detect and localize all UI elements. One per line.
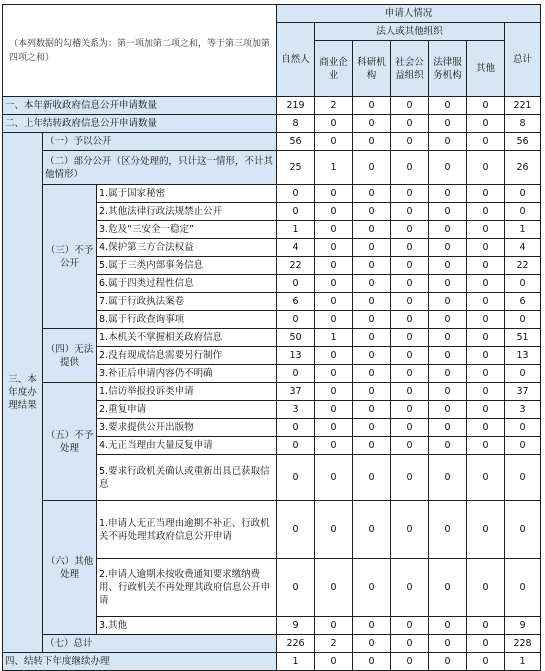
cell-value: 0 xyxy=(505,559,541,617)
cell-value: 0 xyxy=(391,419,429,437)
item-label: 1.属于国家秘密 xyxy=(97,185,277,203)
cell-value: 0 xyxy=(353,115,391,133)
cell-value: 1 xyxy=(505,653,541,671)
cell-value: 0 xyxy=(429,383,467,401)
cell-value: 0 xyxy=(315,365,353,383)
cell-value: 0 xyxy=(315,617,353,635)
cell-value: 3 xyxy=(277,401,315,419)
legal-persons-header: 法人或其他组织 xyxy=(315,23,505,41)
cell-value: 0 xyxy=(467,275,505,293)
item-label: 1.信访举报投诉类申请 xyxy=(97,383,277,401)
cell-value: 50 xyxy=(277,329,315,347)
cell-value: 0 xyxy=(315,115,353,133)
cell-value: 0 xyxy=(353,455,391,501)
cell-value: 0 xyxy=(429,275,467,293)
item-label: 4.保护第三方合法权益 xyxy=(97,239,277,257)
cell-value: 0 xyxy=(467,559,505,617)
cell-value: 0 xyxy=(353,347,391,365)
cell-value: 0 xyxy=(391,151,429,185)
cell-value: 9 xyxy=(277,617,315,635)
cell-value: 0 xyxy=(353,185,391,203)
cell-value: 0 xyxy=(391,97,429,115)
cell-value: 0 xyxy=(429,347,467,365)
cell-value: 37 xyxy=(277,383,315,401)
cell-value: 1 xyxy=(277,653,315,671)
cell-value: 0 xyxy=(353,419,391,437)
table-row xyxy=(3,383,541,401)
cell-value: 0 xyxy=(353,293,391,311)
group-label: （三）不予公开 xyxy=(43,185,97,329)
cell-value: 0 xyxy=(391,311,429,329)
cell-value: 1 xyxy=(277,221,315,239)
table-row xyxy=(3,329,541,347)
cell-value: 0 xyxy=(467,115,505,133)
cell-value: 0 xyxy=(429,401,467,419)
cell-value: 0 xyxy=(429,501,467,559)
cell-value: 0 xyxy=(277,311,315,329)
cell-value: 0 xyxy=(429,635,467,653)
cell-value: 0 xyxy=(391,653,429,671)
group-label: （四）无法提供 xyxy=(43,329,97,383)
cell-value: 0 xyxy=(467,347,505,365)
cell-value: 0 xyxy=(315,293,353,311)
row-label: （二）部分公开（区分处理的，只计这一情形，不计其他情形） xyxy=(43,151,277,185)
cell-value: 0 xyxy=(353,151,391,185)
cell-value: 0 xyxy=(277,203,315,221)
applicant-status-header: 申请人情况 xyxy=(277,5,541,23)
cell-value: 0 xyxy=(505,419,541,437)
cell-value: 0 xyxy=(277,455,315,501)
cell-value: 0 xyxy=(467,151,505,185)
cell-value: 0 xyxy=(391,617,429,635)
item-label: 3.要求提供公开出版物 xyxy=(97,419,277,437)
cell-value: 0 xyxy=(467,221,505,239)
cell-value: 9 xyxy=(505,617,541,635)
cell-value: 26 xyxy=(505,151,541,185)
legal-header: 法律服务机构 xyxy=(429,41,467,97)
cell-value: 0 xyxy=(353,401,391,419)
cell-value: 0 xyxy=(467,419,505,437)
cell-value: 0 xyxy=(391,185,429,203)
cell-value: 0 xyxy=(505,203,541,221)
cell-value: 0 xyxy=(467,311,505,329)
cell-value: 0 xyxy=(353,97,391,115)
item-label: 7.属于行政执法案卷 xyxy=(97,293,277,311)
cell-value: 0 xyxy=(467,329,505,347)
cell-value: 0 xyxy=(315,653,353,671)
cell-value: 0 xyxy=(505,275,541,293)
cell-value: 0 xyxy=(429,329,467,347)
cell-value: 22 xyxy=(277,257,315,275)
cell-value: 0 xyxy=(429,293,467,311)
research-header: 科研机构 xyxy=(353,41,391,97)
cell-value: 0 xyxy=(467,257,505,275)
cell-value: 0 xyxy=(391,365,429,383)
cell-value: 0 xyxy=(429,151,467,185)
cell-value: 0 xyxy=(467,365,505,383)
table-row xyxy=(3,97,541,115)
cell-value: 0 xyxy=(429,419,467,437)
cell-value: 0 xyxy=(429,311,467,329)
cell-value: 6 xyxy=(505,293,541,311)
cell-value: 0 xyxy=(315,419,353,437)
row-label: 一、本年新收政府信息公开申请数量 xyxy=(3,97,277,115)
cell-value: 0 xyxy=(467,97,505,115)
cell-value: 0 xyxy=(391,221,429,239)
cell-value: 0 xyxy=(315,133,353,151)
cell-value: 6 xyxy=(277,293,315,311)
cell-value: 0 xyxy=(467,133,505,151)
cell-value: 0 xyxy=(467,293,505,311)
item-label: 6.属于四类过程性信息 xyxy=(97,275,277,293)
cell-value: 8 xyxy=(505,115,541,133)
cell-value: 0 xyxy=(429,455,467,501)
item-label: 2.其他法律行政法规禁止公开 xyxy=(97,203,277,221)
cell-value: 0 xyxy=(467,653,505,671)
cell-value: 0 xyxy=(505,311,541,329)
cell-value: 56 xyxy=(277,133,315,151)
cell-value: 0 xyxy=(315,311,353,329)
cell-value: 0 xyxy=(429,653,467,671)
cell-value: 51 xyxy=(505,329,541,347)
cell-value: 0 xyxy=(353,221,391,239)
item-label: 5.要求行政机关确认或重新出具已获取信息 xyxy=(97,455,277,501)
cell-value: 0 xyxy=(391,437,429,455)
cell-value: 0 xyxy=(391,347,429,365)
cell-value: 0 xyxy=(353,559,391,617)
table-row xyxy=(3,133,541,151)
cell-value: 226 xyxy=(277,635,315,653)
cell-value: 0 xyxy=(353,653,391,671)
cell-value: 8 xyxy=(277,115,315,133)
cell-value: 0 xyxy=(467,501,505,559)
cell-value: 0 xyxy=(353,257,391,275)
cell-value: 25 xyxy=(277,151,315,185)
cell-value: 0 xyxy=(429,559,467,617)
cell-value: 0 xyxy=(467,437,505,455)
cell-value: 0 xyxy=(277,559,315,617)
cell-value: 0 xyxy=(391,635,429,653)
cell-value: 0 xyxy=(467,203,505,221)
row-label: （七）总计 xyxy=(43,635,277,653)
cell-value: 0 xyxy=(353,437,391,455)
cell-value: 13 xyxy=(277,347,315,365)
cell-value: 0 xyxy=(505,455,541,501)
cell-value: 3 xyxy=(505,401,541,419)
cell-value: 4 xyxy=(277,239,315,257)
cell-value: 0 xyxy=(277,437,315,455)
cell-value: 0 xyxy=(429,203,467,221)
cell-value: 0 xyxy=(353,329,391,347)
item-label: 5.属于三类内部事务信息 xyxy=(97,257,277,275)
cell-value: 0 xyxy=(505,185,541,203)
row-label: 二、上年结转政府信息公开申请数量 xyxy=(3,115,277,133)
cell-value: 0 xyxy=(429,185,467,203)
cell-value: 0 xyxy=(467,617,505,635)
cell-value: 0 xyxy=(391,501,429,559)
cell-value: 0 xyxy=(353,239,391,257)
cell-value: 0 xyxy=(467,401,505,419)
item-label: 1.本机关不掌握相关政府信息 xyxy=(97,329,277,347)
cell-value: 0 xyxy=(467,455,505,501)
table-row xyxy=(3,185,541,203)
cell-value: 228 xyxy=(505,635,541,653)
cell-value: 0 xyxy=(277,275,315,293)
cell-value: 0 xyxy=(277,365,315,383)
cell-value: 0 xyxy=(467,635,505,653)
cell-value: 0 xyxy=(429,239,467,257)
cell-value: 0 xyxy=(391,239,429,257)
cell-value: 0 xyxy=(353,635,391,653)
cell-value: 0 xyxy=(353,365,391,383)
cell-value: 219 xyxy=(277,97,315,115)
item-label: 1.申请人无正当理由逾期不补正、行政机关不再处理其政府信息公开申请 xyxy=(97,501,277,559)
cell-value: 0 xyxy=(353,617,391,635)
item-label: 2.重复申请 xyxy=(97,401,277,419)
table-row xyxy=(3,151,541,185)
cell-value: 0 xyxy=(391,401,429,419)
cell-value: 0 xyxy=(353,501,391,559)
statistics-table xyxy=(2,4,541,671)
cell-value: 56 xyxy=(505,133,541,151)
cell-value: 0 xyxy=(315,559,353,617)
commercial-header: 商业企业 xyxy=(315,41,353,97)
cell-value: 0 xyxy=(467,185,505,203)
cell-value: 0 xyxy=(429,133,467,151)
cell-value: 0 xyxy=(505,365,541,383)
item-label: 3.危及“三安全一稳定” xyxy=(97,221,277,239)
cell-value: 0 xyxy=(429,97,467,115)
cell-value: 0 xyxy=(315,347,353,365)
item-label: 4.无正当理由大量反复申请 xyxy=(97,437,277,455)
table-row xyxy=(3,635,541,653)
cell-value: 22 xyxy=(505,257,541,275)
item-label: 2.申请人逾期未按收费通知要求缴纳费用、行政机关不再处理其政府信息公开申请 xyxy=(97,559,277,617)
cell-value: 0 xyxy=(315,239,353,257)
other-header: 其他 xyxy=(467,41,505,97)
cell-value: 13 xyxy=(505,347,541,365)
cell-value: 0 xyxy=(315,383,353,401)
cell-value: 0 xyxy=(353,133,391,151)
item-label: 3.其他 xyxy=(97,617,277,635)
cell-value: 0 xyxy=(315,185,353,203)
cell-value: 0 xyxy=(391,383,429,401)
cell-value: 0 xyxy=(429,617,467,635)
cell-value: 0 xyxy=(505,437,541,455)
cell-value: 0 xyxy=(315,455,353,501)
cell-value: 0 xyxy=(277,185,315,203)
cell-value: 0 xyxy=(429,437,467,455)
cell-value: 0 xyxy=(429,257,467,275)
cell-value: 0 xyxy=(315,437,353,455)
cell-value: 1 xyxy=(315,151,353,185)
header-note: （本列数据的勾稽关系为：第一项加第二项之和，等于第三项加第四项之和） xyxy=(3,5,277,97)
natural-person-header: 自然人 xyxy=(277,23,315,97)
item-label: 2.没有现成信息需要另行制作 xyxy=(97,347,277,365)
cell-value: 0 xyxy=(391,133,429,151)
cell-value: 0 xyxy=(429,115,467,133)
cell-value: 0 xyxy=(315,275,353,293)
cell-value: 0 xyxy=(391,559,429,617)
group-label: （五）不予处理 xyxy=(43,383,97,501)
cell-value: 0 xyxy=(429,221,467,239)
cell-value: 0 xyxy=(467,383,505,401)
cell-value: 37 xyxy=(505,383,541,401)
total-header: 总计 xyxy=(505,23,541,97)
table-row xyxy=(3,115,541,133)
cell-value: 0 xyxy=(315,257,353,275)
cell-value: 0 xyxy=(391,257,429,275)
table-row xyxy=(3,653,541,671)
cell-value: 2 xyxy=(315,635,353,653)
cell-value: 0 xyxy=(353,311,391,329)
cell-value: 0 xyxy=(391,115,429,133)
row-label: （一）予以公开 xyxy=(43,133,277,151)
group-label: （六）其他处理 xyxy=(43,501,97,635)
item-label: 3.补正后申请内容仍不明确 xyxy=(97,365,277,383)
cell-value: 0 xyxy=(315,203,353,221)
cell-value: 0 xyxy=(391,203,429,221)
table-row xyxy=(3,501,541,559)
cell-value: 0 xyxy=(353,383,391,401)
cell-value: 0 xyxy=(391,329,429,347)
cell-value: 1 xyxy=(315,329,353,347)
cell-value: 0 xyxy=(315,221,353,239)
section-3-label: 三、本年度办理结果 xyxy=(3,133,43,653)
cell-value: 0 xyxy=(467,239,505,257)
cell-value: 4 xyxy=(505,239,541,257)
cell-value: 0 xyxy=(277,419,315,437)
cell-value: 2 xyxy=(315,97,353,115)
cell-value: 0 xyxy=(315,501,353,559)
cell-value: 1 xyxy=(505,221,541,239)
item-label: 8.属于行政查询事项 xyxy=(97,311,277,329)
cell-value: 0 xyxy=(315,401,353,419)
cell-value: 0 xyxy=(391,293,429,311)
cell-value: 221 xyxy=(505,97,541,115)
row-label: 四、结转下年度继续办理 xyxy=(3,653,277,671)
cell-value: 0 xyxy=(353,275,391,293)
social-header: 社会公益组织 xyxy=(391,41,429,97)
cell-value: 0 xyxy=(391,455,429,501)
cell-value: 0 xyxy=(505,501,541,559)
cell-value: 0 xyxy=(353,203,391,221)
cell-value: 0 xyxy=(429,365,467,383)
cell-value: 0 xyxy=(391,275,429,293)
cell-value: 0 xyxy=(277,501,315,559)
